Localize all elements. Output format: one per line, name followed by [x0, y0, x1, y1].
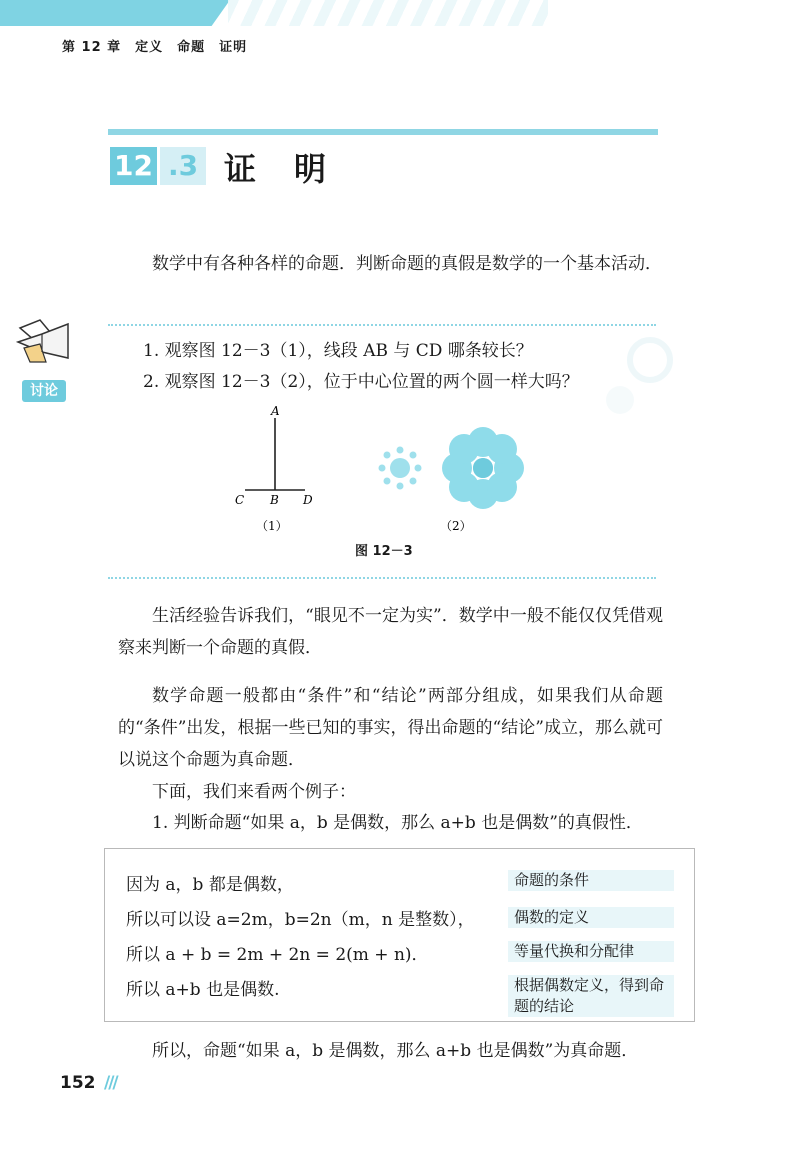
conclusion-text: 所以，命题“如果 a，b 是偶数，那么 a+b 也是偶数”为真命题． — [152, 1041, 639, 1061]
header-stripe — [0, 0, 230, 26]
header-pattern — [228, 0, 548, 26]
discussion-questions — [143, 336, 579, 398]
chapter-number: 12 — [110, 147, 157, 185]
paragraph-2 — [118, 600, 663, 664]
paragraph-3 — [118, 680, 663, 776]
section-number: .3 — [160, 147, 206, 185]
paragraph-3-text: 数学命题一般都由“条件”和“结论”两部分组成，如果我们从命题的“条件”出发，根据一些已知的事实，得出命题的“结论”成立，那么就可以说这个命题为真命题． — [118, 686, 663, 770]
section-badge — [110, 147, 206, 185]
paragraph-4-text: 下面，我们来看两个例子： — [152, 782, 356, 802]
note-definition: 偶数的定义 — [508, 907, 674, 928]
proof-line-4: 所以 a+b 也是偶数. — [126, 980, 280, 1000]
example-1-text: 1. 判断命题“如果 a，b 是偶数，那么 a+b 也是偶数”的真假性． — [152, 813, 643, 833]
paragraph-4 — [118, 776, 663, 808]
sub-caption-1: （1） — [256, 519, 288, 533]
question-2: 2. 观察图 12－3（2），位于中心位置的两个圆一样大吗？ — [143, 372, 579, 392]
discussion-icon — [16, 318, 72, 366]
intro-text: 数学中有各种各样的命题．判断命题的真假是数学的一个基本活动． — [152, 254, 662, 274]
intro-paragraph — [118, 248, 663, 280]
proof-line-3: 所以 a + b = 2m + 2n = 2(m + n)． — [126, 945, 429, 965]
page-number: 152 — [60, 1073, 96, 1093]
conclusion-paragraph — [118, 1035, 663, 1067]
label-B: B — [270, 493, 279, 507]
discussion-tag: 讨论 — [22, 380, 66, 402]
label-D: D — [303, 493, 313, 507]
label-C: C — [235, 493, 245, 507]
section-title-rule — [108, 129, 658, 135]
background-decoration — [590, 330, 680, 430]
proof-line-1: 因为 a，b 都是偶数， — [126, 875, 294, 895]
note-conclusion: 根据偶数定义，得到命题的结论 — [508, 975, 674, 1017]
label-A: A — [271, 404, 280, 418]
top-band — [0, 0, 800, 28]
note-condition: 命题的条件 — [508, 870, 674, 891]
divider-bottom — [108, 577, 656, 579]
page-number-marks: /// — [104, 1073, 117, 1093]
figure-caption: 图 12－3 — [355, 544, 413, 559]
divider-top — [108, 324, 656, 326]
section-title: 证明 — [224, 150, 365, 188]
sub-caption-2: （2） — [440, 519, 472, 533]
running-head: 第 12 章 定义 命题 证明 — [62, 40, 248, 55]
note-substitution: 等量代换和分配律 — [508, 941, 674, 962]
example-1-statement — [118, 807, 663, 839]
question-1: 1. 观察图 12－3（1），线段 AB 与 CD 哪条较长？ — [143, 341, 533, 361]
paragraph-2-text: 生活经验告诉我们，“眼见不一定为实”．数学中一般不能仅仅凭借观察来判断一个命题的真假． — [118, 606, 663, 658]
proof-line-2: 所以可以设 a=2m，b=2n（m，n 是整数）， — [126, 910, 475, 930]
small-surround-circles — [379, 447, 422, 490]
